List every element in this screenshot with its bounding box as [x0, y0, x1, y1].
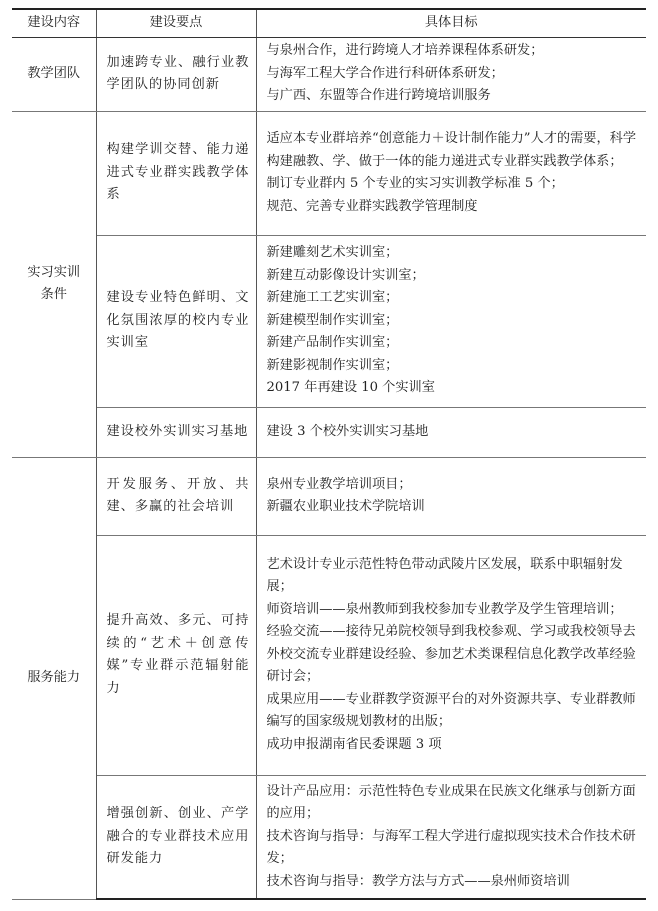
goal-line: 泉州专业教学培训项目； [266, 476, 412, 492]
header-key-points: 建设要点 [96, 9, 256, 37]
goal-line: 经验交流——接待兄弟院校领导到我校参观、学习或我校领导去外校交流专业群建设经验、参加艺术类课程信息化教学改革经验研讨会； [266, 624, 636, 685]
goal-cell [256, 775, 646, 899]
goal-cell [256, 407, 646, 457]
key-point-cell: 提升高效、多元、可持续的“艺术＋创意传媒”专业群示范辐射能力 [96, 535, 256, 775]
table-row [12, 235, 646, 407]
goal-line: 与广西、东盟等合作进行跨境培训服务 [266, 88, 491, 104]
goal-cell [256, 111, 646, 235]
table-body [12, 37, 646, 899]
goal-line: 技术咨询与指导：与海军工程大学进行虚拟现实技术合作技术研发； [266, 828, 636, 866]
goal-cell [256, 37, 646, 111]
goal-line: 艺术设计专业示范性特色带动武陵片区发展，联系中职辐射发展； [266, 556, 623, 595]
category-cell: 教学团队 [12, 37, 96, 111]
goal-line: 新建影视制作实训室； [266, 357, 399, 373]
goal-cell [256, 235, 646, 407]
goal-line: 与海军工程大学合作进行科研体系研发； [266, 65, 504, 81]
goal-line: 新建模型制作实训室； [266, 312, 399, 328]
goal-line: 与泉州合作，进行跨境人才培养课程体系研发； [266, 43, 544, 59]
key-point-cell: 增强创新、创业、产学融合的专业群技术应用研发能力 [96, 775, 256, 899]
goal-line: 2017 年再建设 10 个实训室 [266, 380, 435, 396]
table-row [12, 37, 646, 111]
goal-line: 新建施工工艺实训室； [266, 290, 399, 306]
table-header-row [12, 9, 646, 37]
goal-line: 规范、完善专业群实践教学管理制度 [266, 198, 478, 214]
goal-cell [256, 535, 646, 775]
category-cell: 实习实训条件 [12, 111, 96, 457]
goal-cell [256, 457, 646, 535]
key-point-cell: 开发服务、开放、共建、多赢的社会培训 [96, 457, 256, 535]
goal-line: 师资培训——泉州教师到我校参加专业教学及学生管理培训； [266, 601, 623, 617]
table-row [12, 407, 646, 457]
goal-line: 适应本专业群培养“创意能力＋设计制作能力”人才的需要，科学构建融教、学、做于一体的能力递进式专业群实践教学体系； [266, 131, 637, 169]
goal-line: 制订专业群内 5 个专业的实习实训教学标准 5 个； [266, 176, 564, 191]
goal-line: 新建产品制作实训室； [266, 335, 399, 351]
goal-line: 设计产品应用：示范性特色专业成果在民族文化继承与创新方面的应用； [266, 783, 636, 821]
key-point-cell: 建设校外实训实习基地 [96, 407, 256, 457]
key-point-cell: 建设专业特色鲜明、文化氛围浓厚的校内专业实训室 [96, 235, 256, 407]
key-point-cell: 构建学训交替、能力递进式专业群实践教学体系 [96, 111, 256, 235]
table-row [12, 775, 646, 899]
goal-line: 新建互动影像设计实训室； [266, 267, 425, 283]
table-row [12, 457, 646, 535]
goal-line: 新疆农业职业技术学院培训 [266, 499, 425, 514]
table-row [12, 535, 646, 775]
category-cell: 服务能力 [12, 457, 96, 899]
goal-line: 成功申报湖南省民委课题 3 项 [266, 736, 442, 752]
goal-line: 技术咨询与指导：教学方法与方式——泉州师资培训 [266, 873, 570, 889]
header-specific-goals: 具体目标 [256, 9, 646, 37]
goal-line: 成果应用——专业群教学资源平台的对外资源共享、专业群教师编写的国家级规划教材的出版； [266, 691, 636, 730]
construction-table [12, 8, 646, 900]
header-content: 建设内容 [12, 9, 96, 37]
goal-line: 新建雕刻艺术实训室； [266, 245, 399, 261]
goal-line: 建设 3 个校外实训实习基地 [266, 423, 429, 439]
key-point-cell: 加速跨专业、融行业教学团队的协同创新 [96, 37, 256, 111]
table-row [12, 111, 646, 235]
